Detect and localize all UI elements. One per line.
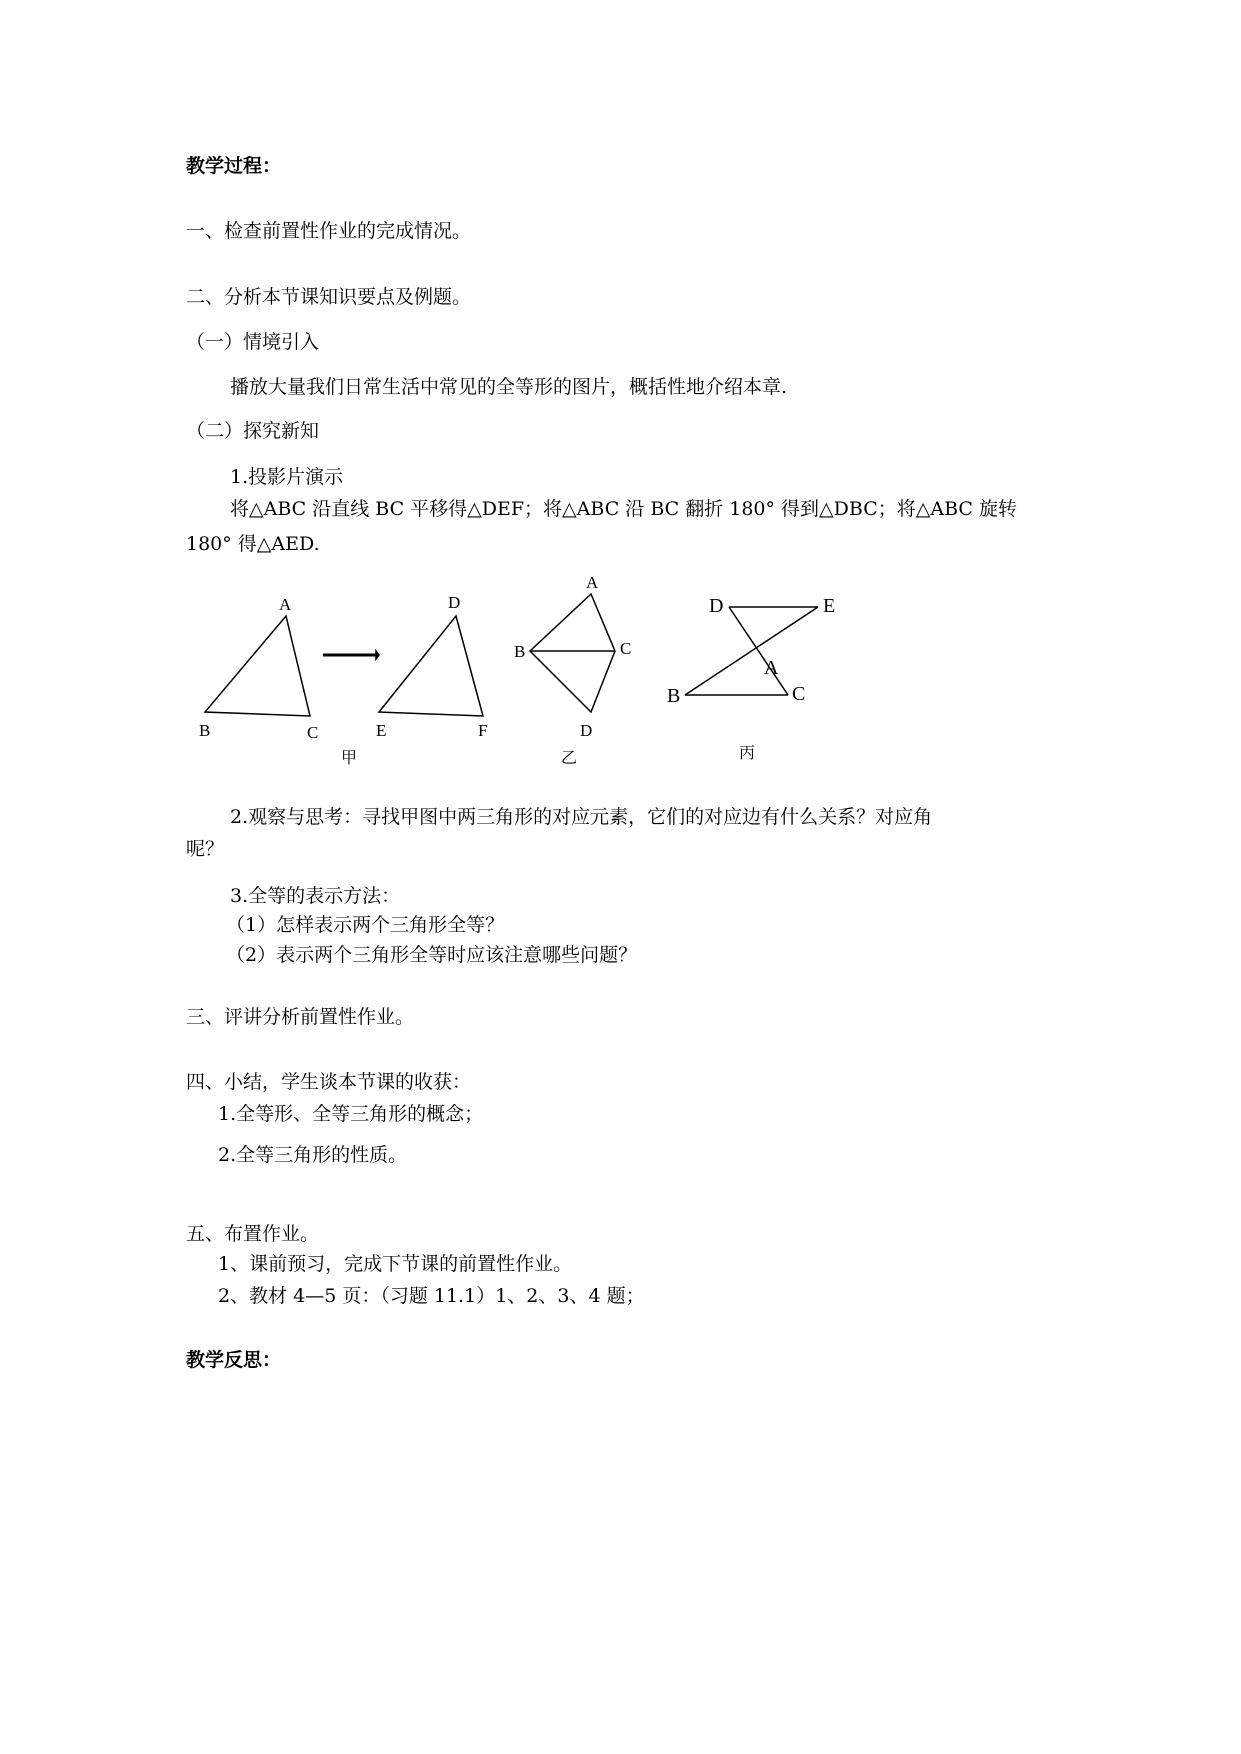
label-jia-e: E [376, 721, 387, 740]
section-4-item-2: 2.全等三角形的性质。 [218, 1144, 408, 1166]
label-yi-a: A [586, 573, 599, 592]
item-3-question-1: （1）怎样表示两个三角形全等？ [226, 914, 505, 936]
section-2: 二、分析本节课知识要点及例题。 [186, 286, 472, 308]
caption-yi: 乙 [561, 750, 578, 767]
figure-bing [685, 607, 818, 695]
label-jia-f: F [478, 721, 488, 740]
caption-jia: 甲 [341, 750, 358, 767]
arrow-head [376, 651, 379, 659]
triangle-figures [0, 560, 1241, 780]
figure-yi [530, 594, 615, 712]
section-3: 三、评讲分析前置性作业。 [186, 1006, 415, 1028]
item-1-heading: 1.投影片演示 [230, 466, 344, 488]
label-bing-d: D [709, 595, 724, 617]
figure-jia [205, 616, 483, 716]
segment-dc [729, 607, 788, 695]
section-4-item-1: 1.全等形、全等三角形的概念； [218, 1103, 484, 1125]
subsection-2: （二）探究新知 [186, 420, 320, 442]
label-jia-a: A [279, 595, 292, 614]
subsection-1: （一）情境引入 [186, 331, 320, 353]
item-2-line-2: 呢？ [186, 838, 225, 860]
label-yi-b: B [514, 642, 526, 661]
section-1: 一、检查前置性作业的完成情况。 [186, 220, 472, 242]
label-jia-c: C [307, 723, 319, 742]
section-4: 四、小结，学生谈本节课的收获： [186, 1071, 472, 1093]
label-yi-c: C [620, 639, 632, 658]
triangle-def [379, 616, 483, 716]
section-5-item-1: 1、课前预习，完成下节课的前置性作业。 [218, 1253, 573, 1275]
label-bing-c: C [792, 683, 806, 705]
section-5: 五、布置作业。 [186, 1223, 320, 1245]
segment-eb [685, 607, 818, 695]
label-jia-d: D [448, 593, 461, 612]
label-bing-a: A [764, 657, 779, 679]
item-1-line-2: 180° 得△AED. [186, 533, 320, 555]
label-yi-d: D [580, 721, 593, 740]
item-1-line-1: 将△ABC 沿直线 BC 平移得△DEF；将△ABC 沿 BC 翻折 180° 得到△DBC；将△ABC 旋转 [230, 498, 1017, 520]
item-3-question-2: （2）表示两个三角形全等时应该注意哪些问题？ [226, 944, 638, 966]
section-5-item-2: 2、教材 4—5 页：（习题 11.1）1、2、3、4 题； [218, 1285, 645, 1307]
item-3-heading: 3.全等的表示方法： [230, 885, 401, 907]
label-jia-b: B [199, 721, 211, 740]
item-2-line-1: 2.观察与思考：寻找甲图中两三角形的对应元素，它们的对应边有什么关系？对应角 [230, 806, 933, 828]
page-title: 教学过程： [186, 155, 282, 177]
teaching-reflection-heading: 教学反思： [186, 1349, 282, 1371]
label-bing-b: B [667, 685, 681, 707]
triangle-abc [205, 616, 310, 716]
caption-bing: 丙 [739, 745, 756, 762]
label-bing-e: E [823, 595, 836, 617]
subsection-1-text: 播放大量我们日常生活中常见的全等形的图片，概括性地介绍本章. [230, 376, 788, 398]
kite-outline [530, 594, 615, 712]
